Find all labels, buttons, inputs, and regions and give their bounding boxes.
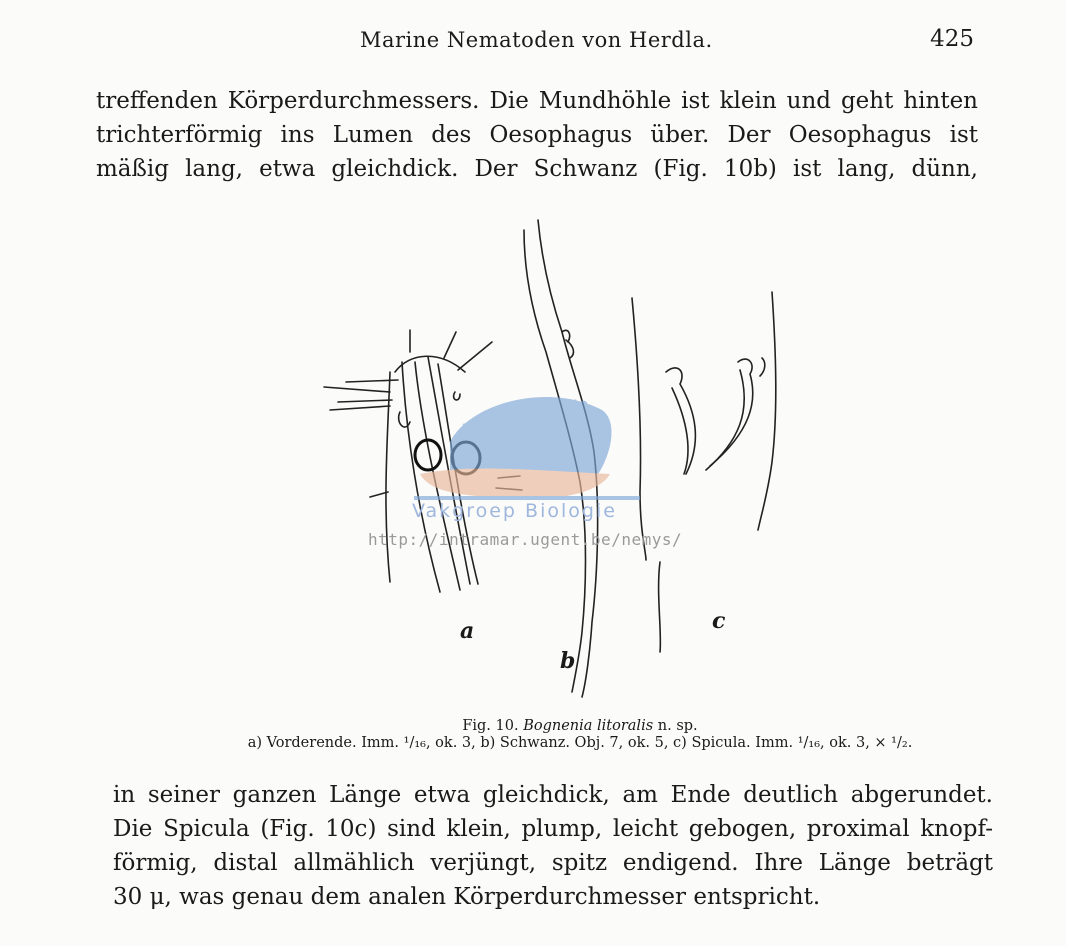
watermark-subtitle: Vakgroep Biologie [412, 500, 617, 522]
figure-drawing [310, 212, 810, 712]
figure-caption-description: a) Vorderende. Imm. ¹/₁₆, ok. 3, b) Schwanz. Obj. 7, ok. 5, c) Spicula. Imm. ¹/₁₆, ok. 3, × ¹/₂. [247, 735, 913, 751]
paragraph-bottom [113, 778, 993, 914]
caption-prefix: Fig. 10. [462, 718, 519, 734]
text-line: 30 μ, was genau dem analen Körperdurchmesser entspricht. [113, 884, 821, 910]
drawing-c-spicula [632, 292, 776, 652]
text-line: mäßig lang, etwa gleichdick. Der Schwanz (Fig. 10b) ist lang, dünn, [96, 156, 978, 182]
figure-caption-title [100, 718, 1060, 734]
running-header-title: Marine Nematoden von Herdla. [360, 28, 713, 52]
page-number: 425 [930, 26, 974, 52]
figure-label-c: c [712, 608, 726, 634]
caption-suffix: n. sp. [657, 718, 698, 734]
watermark-url: http://intramar.ugent.be/nemys/ [368, 530, 683, 549]
text-line: treffenden Körperdurchmessers. Die Mundhöhle ist klein und geht hinten [96, 88, 978, 114]
caption-species: Bognenia litoralis [523, 718, 654, 734]
text-line: in seiner ganzen Länge etwa gleichdick, am Ende deutlich abgerundet. [113, 782, 993, 808]
watermark-logo [414, 396, 640, 500]
watermark-logo-text: Marene Biologie [461, 395, 590, 439]
figure-10 [310, 212, 810, 712]
figure-label-a: a [460, 618, 475, 644]
text-line: trichterförmig ins Lumen des Oesophagus über. Der Oesophagus ist [96, 122, 978, 148]
text-line: förmig, distal allmählich verjüngt, spitz endigend. Ihre Länge beträgt [113, 850, 993, 876]
paragraph-top [96, 84, 978, 186]
text-line: Die Spicula (Fig. 10c) sind klein, plump, leicht gebogen, proximal knopf- [113, 816, 993, 842]
figure-label-b: b [560, 648, 576, 674]
